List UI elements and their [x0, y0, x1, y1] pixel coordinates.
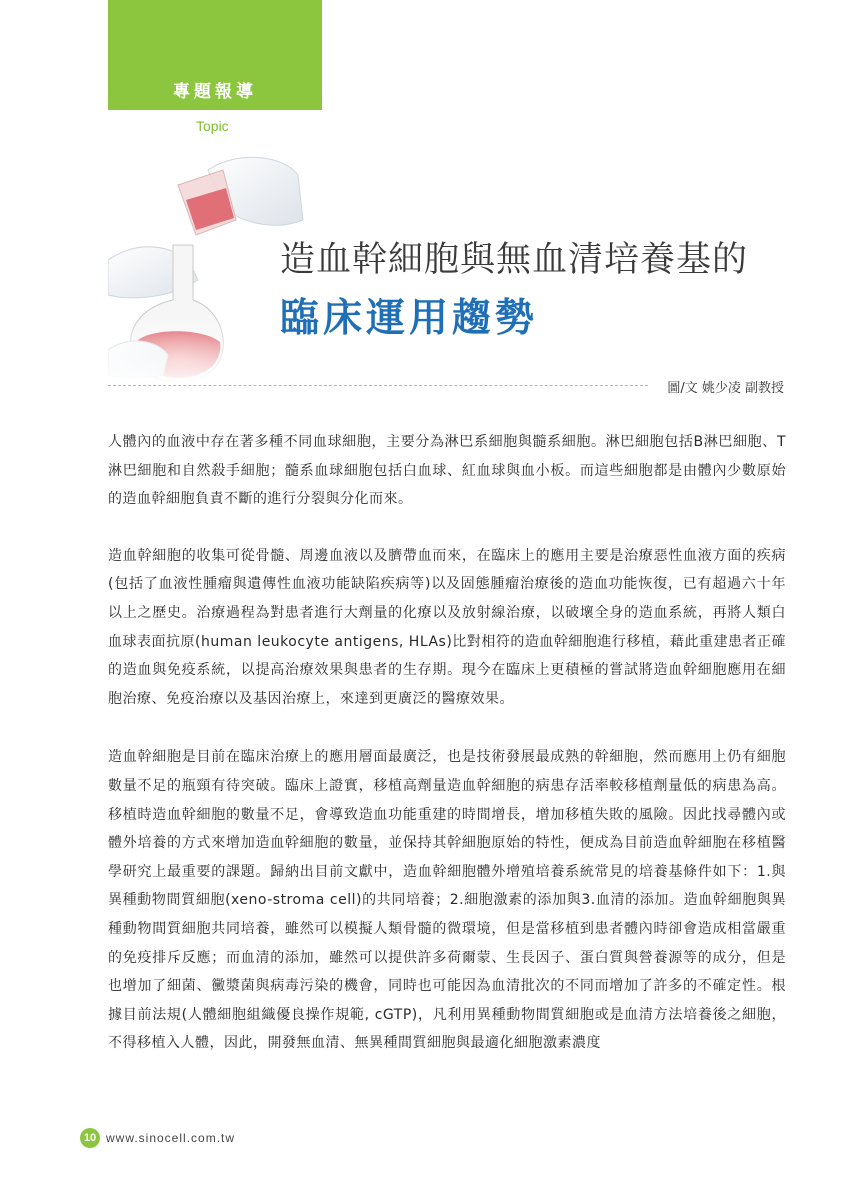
author-byline: 圖/文 姚少凌 副教授 — [667, 381, 784, 396]
section-banner — [108, 0, 322, 110]
page-number-badge: 10 — [80, 1128, 100, 1148]
section-subtitle: Topic — [196, 118, 229, 134]
paragraph-1: 人體內的血液中存在著多種不同血球細胞，主要分為淋巴系細胞與髓系細胞。淋巴細胞包括B淋巴細胞、T淋巴細胞和自然殺手細胞；髓系血球細胞包括白血球、紅血球與血小板。而這些細胞都是由體內少數原始的造血幹細胞負責不斷的進行分裂與分化而來。 — [108, 434, 786, 508]
paragraph-3: 造血幹細胞是目前在臨床治療上的應用層面最廣泛，也是技術發展最成熟的幹細胞，然而應用上仍有細胞數量不足的瓶頸有待突破。臨床上證實，移植高劑量造血幹細胞的病患存活率較移植劑量低的病患為高。移植時造血幹細胞的數量不足，會導致造血功能重建的時間增長，增加移植失敗的風險。因此找尋體內或體外培養的方式來增加造血幹細胞的數量，並保持其幹細胞原始的特性，便成為目前造血幹細胞在移植醫學研究上最重要的課題。歸納出目前文獻中，造血幹細胞體外增殖培養系統常見的培養基條件如下：1.與異種動物間質細胞(xeno-stroma cell)的共同培養；2.細胞激素的添加與3.血清的添加。造血幹細胞與異種動物間質細胞共同培養，雖然可以模擬人類骨髓的微環境，但是當移植到患者體內時卻會造成相當嚴重的免疫排斥反應；而血清的添加，雖然可以提供許多荷爾蒙、生長因子、蛋白質與營養源等的成分，但是也增加了細菌、黴漿菌與病毒污染的機會，同時也可能因為血清批次的不同而增加了許多的不確定性。根據目前法規(人體細胞組織優良操作規範, cGTP)，凡利用異種動物間質細胞或是血清方法培養後之細胞，不得移植入人體，因此，開發無血清、無異種間質細胞與最適化細胞激素濃度 — [108, 749, 786, 1052]
section-title: 專題報導 — [173, 82, 257, 102]
lab-flask-illustration — [108, 150, 308, 385]
page-footer — [80, 1128, 235, 1148]
title-divider — [108, 385, 648, 386]
article-title-line2: 臨床運用趨勢 — [280, 296, 539, 341]
website-link[interactable]: www.sinocell.com.tw — [106, 1131, 236, 1145]
article-title-line1: 造血幹細胞與無血清培養基的 — [280, 240, 749, 280]
paragraph-2: 造血幹細胞的收集可從骨髓、周邊血液以及臍帶血而來，在臨床上的應用主要是治療惡性血液方面的疾病(包括了血液性腫瘤與遺傳性血液功能缺陷疾病等)以及固態腫瘤治療後的造血功能恢復，已有超過六十年以上之歷史。治療過程為對患者進行大劑量的化療以及放射線治療，以破壞全身的造血系統，再將人類白血球表面抗原(human leukocyte antigens, HLAs)比對相符的造血幹細胞進行移植，藉此重建患者正確的造血與免疫系統，以提高治療效果與患者的生存期。現今在臨床上更積極的嘗試將造血幹細胞應用在細胞治療、免疫治療以及基因治療上，來達到更廣泛的醫療效果。 — [108, 547, 786, 707]
article-body — [108, 428, 786, 1086]
